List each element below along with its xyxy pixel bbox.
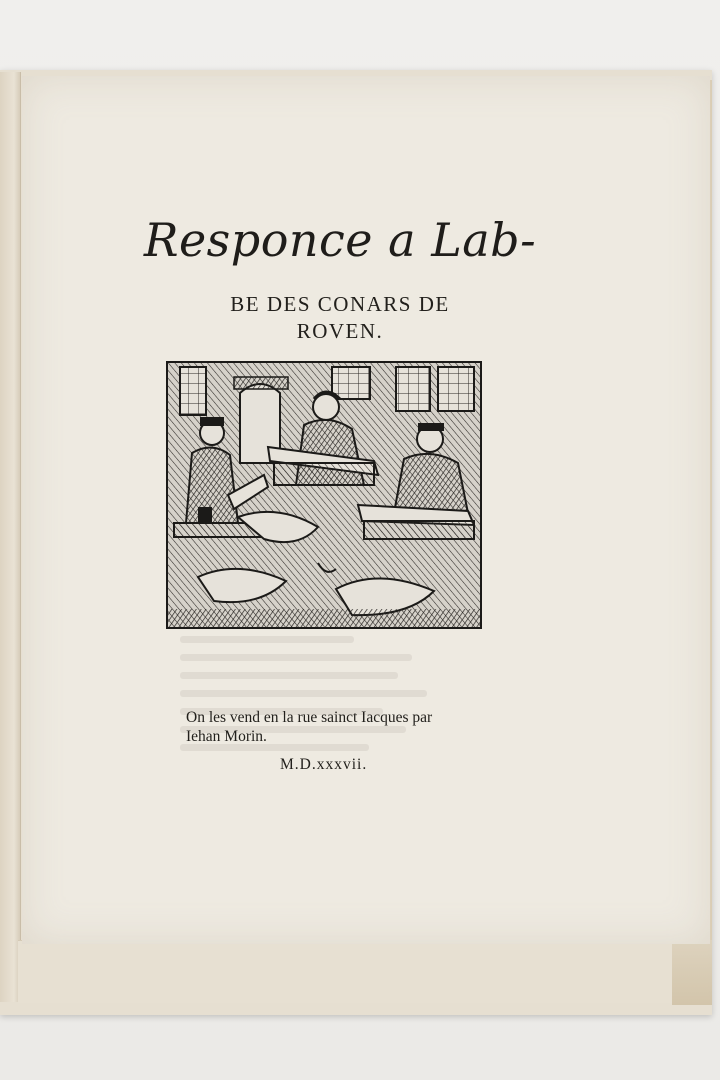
woodcut-scribes-scene-icon bbox=[166, 361, 482, 629]
imprint bbox=[186, 708, 486, 746]
page-subtitle bbox=[120, 291, 560, 345]
imprint-line-1: On les vend en la rue sainct Iacques par bbox=[186, 709, 433, 726]
imprint-date: M.D.xxxvii. bbox=[280, 756, 368, 773]
page-spine-edge bbox=[0, 72, 21, 1002]
page-title: Responce a Lab- bbox=[143, 213, 537, 267]
page-bottom-edge bbox=[18, 940, 708, 1003]
subtitle-line-2: ROVEN. bbox=[296, 319, 384, 343]
imprint-line-2: Iehan Morin. bbox=[186, 728, 267, 745]
subtitle-line-1: BE DES CONARS DE bbox=[230, 292, 450, 316]
